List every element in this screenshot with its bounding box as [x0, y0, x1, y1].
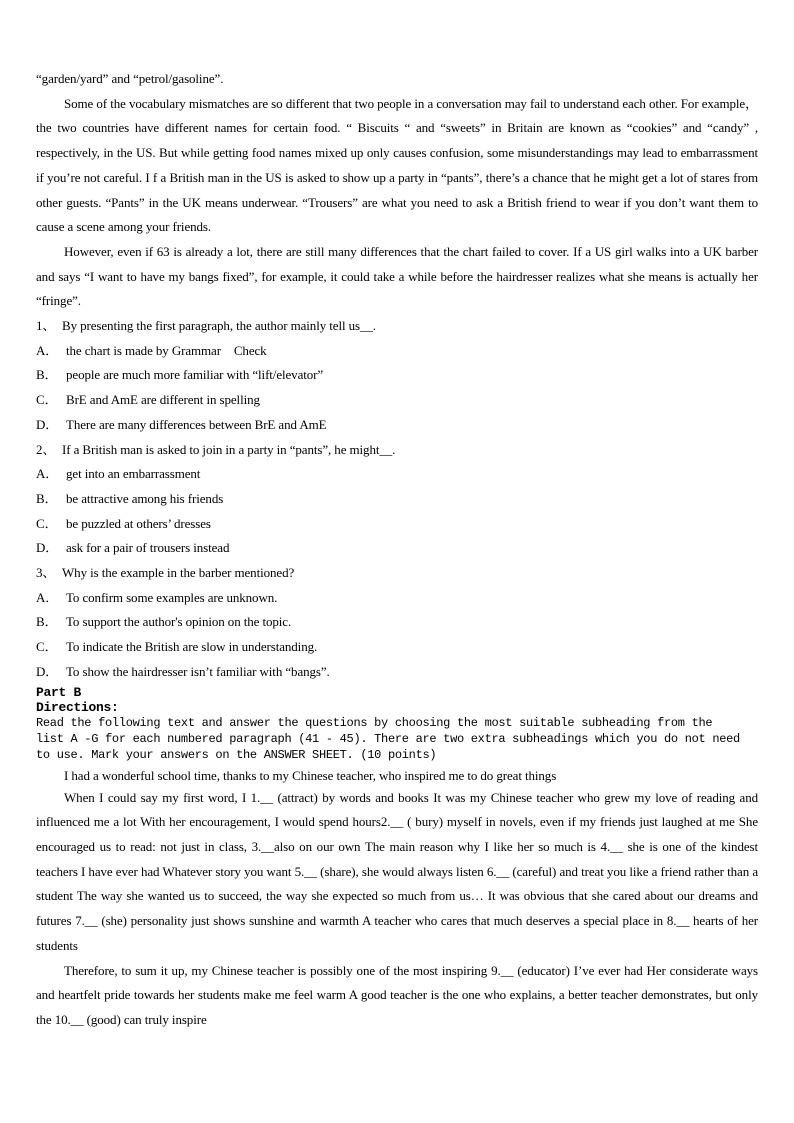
option-text: ask for a pair of trousers instead	[66, 540, 230, 556]
question-stem	[36, 314, 758, 339]
option-text: To confirm some examples are unknown.	[66, 589, 278, 605]
question-3	[36, 561, 758, 685]
option-a	[36, 586, 758, 611]
question-number: 1、	[36, 318, 56, 334]
option-label: B．	[36, 614, 58, 630]
option-label: D．	[36, 540, 59, 556]
option-label: B．	[36, 367, 58, 383]
option-label: D．	[36, 663, 59, 679]
option-label: A．	[36, 589, 59, 605]
option-a	[36, 462, 758, 487]
intro-paragraph-2: However, even if 63 is already a lot, there are still many differences that the chart failed to cover. If a US girl walks into a UK barber and says “I want to have my bangs fixed”, for example, it could take a while before the hairdresser realizes what she means is actually her “fringe”.	[36, 243, 758, 309]
question-number: 2、	[36, 441, 56, 457]
passage-title: I had a wonderful school time, thanks to my Chinese teacher, who inspired me to do great things	[64, 767, 557, 783]
question-2	[36, 438, 758, 562]
option-text: get into an embarrassment	[66, 466, 201, 482]
option-b	[36, 487, 758, 512]
option-c	[36, 512, 758, 537]
option-label: B．	[36, 490, 58, 506]
option-text: be attractive among his friends	[66, 490, 224, 506]
question-stem	[36, 438, 758, 463]
question-stem-text: By presenting the first paragraph, the author mainly tell us__.	[62, 318, 376, 334]
option-c	[36, 635, 758, 660]
option-label: C．	[36, 639, 58, 655]
option-b	[36, 610, 758, 635]
intro-opening-line: “garden/yard” and “petrol/gasoline”.	[36, 71, 224, 86]
option-label: C．	[36, 392, 58, 408]
option-label: A．	[36, 342, 59, 358]
intro-paragraph-1: Some of the vocabulary mismatches are so different that two people in a conversation may fail to understand each other. For example， the two countries have different names for certain food. “ Biscuits “ and “sweets” in Britain are known as “cookies” and “candy” , respectively, in the US. But while getting food names mixed up only causes confusion, some misunderstandings may lead to embarrassment if you’re not careful. I f a British man in the US is asked to show up a party in “pants”, there’s a chance that he might get a lot of stares from other guests. “Pants” in the UK means underwear. “Trousers” are what you need to ask a British friend to wear if you don’t want them to cause a scene among your friends.	[36, 95, 758, 235]
option-d	[36, 413, 758, 438]
part-b-heading: Part B	[36, 684, 82, 700]
option-label: C．	[36, 515, 58, 531]
option-b	[36, 363, 758, 388]
question-stem	[36, 561, 758, 586]
passage-paragraph-1: When I could say my first word, I 1.__ (attract) by words and books It was my Chinese teacher who grew my love of reading and influenced me a lot With her encouragement, I would spend hours2.__ ( bury) myself in novels, even if my friends just laughed at me She encouraged us to read: not just in class, 3.__also on our own The main reason why I like her so much is 4.__ she is one of the kindest teachers I have ever had Whatever story you want 5.__ (share), she would always listen 6.__ (careful) and treat you like a friend rather than a student The way she wanted us to succeed, the way she expected so much from us… It was obvious that she cared about our dreams and futures 7.__ (she) personality just shows sunshine and warmth A teacher who cares that much deserves a special place in 8.__ hearts of her students	[36, 789, 758, 953]
option-text: people are much more familiar with “lift/elevator”	[66, 367, 324, 383]
directions-line-3: to use. Mark your answers on the ANSWER SHEET. (10 points)	[36, 747, 437, 762]
option-d	[36, 660, 758, 685]
option-label: A．	[36, 466, 59, 482]
option-text: To show the hairdresser isn’t familiar with “bangs”.	[66, 663, 330, 679]
passage-paragraph-2: Therefore, to sum it up, my Chinese teacher is possibly one of the most inspiring 9.__ (educator) I’ve ever had Her considerate ways and heartfelt pride towards her students make me feel warm A good teacher is the one who explains, a better teacher demonstrates, but only the 10.__ (good) can truly inspire	[36, 962, 758, 1027]
option-label: D．	[36, 416, 59, 432]
directions-line-1: Read the following text and answer the questions by choosing the most suitable subheading from the	[36, 715, 713, 730]
option-text: BrE and AmE are different in spelling	[66, 392, 260, 408]
question-1	[36, 314, 758, 438]
option-text: be puzzled at others’ dresses	[66, 515, 211, 531]
option-a	[36, 339, 758, 364]
question-stem-text: If a British man is asked to join in a party in “pants”, he might__.	[62, 441, 396, 457]
option-c	[36, 388, 758, 413]
directions-label: Directions:	[36, 699, 119, 715]
option-d	[36, 536, 758, 561]
directions-line-2: list A -G for each numbered paragraph (41 - 45). There are two extra subheadings which you do not need	[36, 731, 740, 746]
option-text: the chart is made by Grammar Check	[66, 342, 267, 358]
option-text: There are many differences between BrE and AmE	[66, 416, 327, 432]
option-text: To indicate the British are slow in understanding.	[66, 639, 318, 655]
option-text: To support the author's opinion on the topic.	[66, 614, 292, 630]
question-stem-text: Why is the example in the barber mentioned?	[62, 565, 295, 581]
question-number: 3、	[36, 565, 56, 581]
